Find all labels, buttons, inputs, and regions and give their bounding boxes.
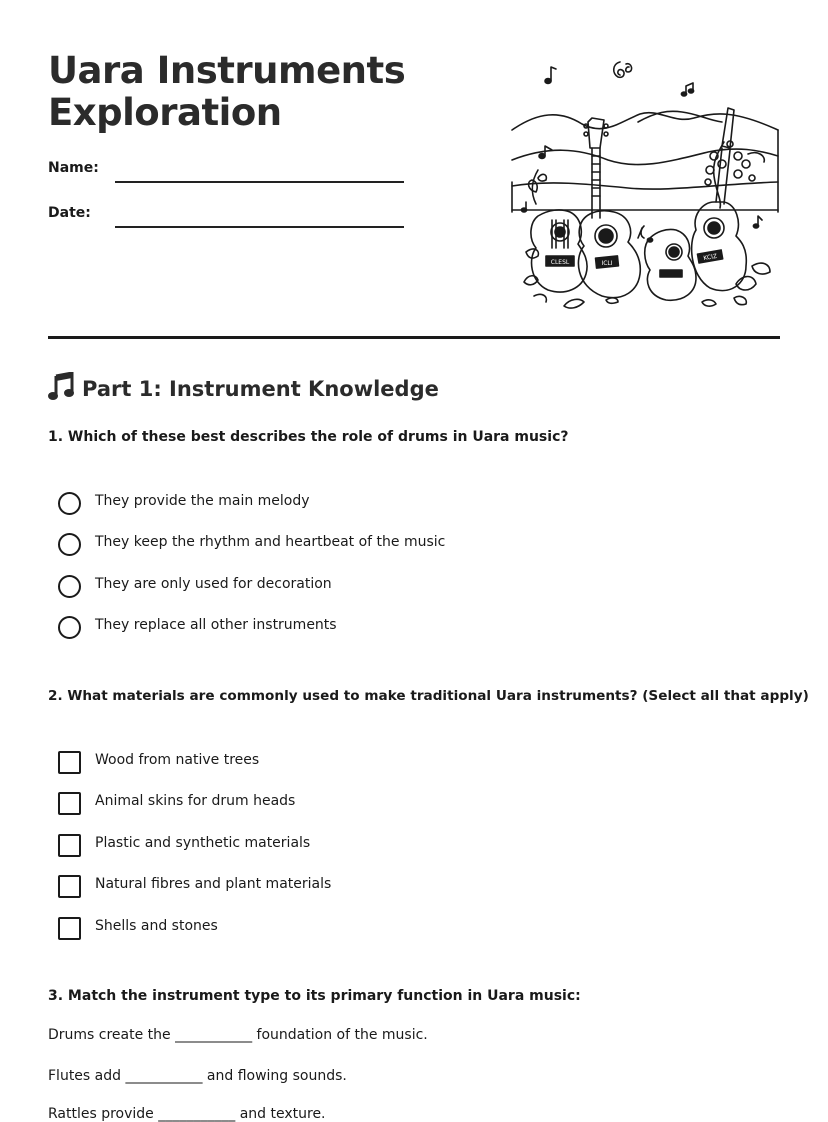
date-field[interactable] (48, 205, 408, 229)
q3-fill-blank[interactable]: Drums create the ___________ foundation of the music. (48, 1027, 428, 1043)
q1-option[interactable] (58, 575, 778, 599)
q2-checkbox-2[interactable] (58, 792, 81, 815)
q2-option-label: Shells and stones (95, 918, 218, 934)
page-title (48, 50, 468, 134)
name-input-line[interactable] (115, 181, 404, 183)
q1-option-label: They are only used for decoration (95, 576, 332, 592)
q3-fill-blank[interactable]: Rattles provide ___________ and texture. (48, 1106, 326, 1122)
date-label: Date: (48, 205, 91, 221)
guitar-left-icon (531, 210, 587, 292)
name-field[interactable] (48, 160, 408, 184)
q2-checkbox-4[interactable] (58, 875, 81, 898)
question-1: 1. Which of these best describes the role of drums in Uara music? (48, 429, 569, 445)
title-line-2: Exploration (48, 91, 282, 134)
q2-option-label: Animal skins for drum heads (95, 793, 296, 809)
q2-option-label: Natural fibres and plant materials (95, 876, 332, 892)
floating-note-icon (545, 67, 556, 83)
q2-checkbox-5[interactable] (58, 917, 81, 940)
illustration-label-3: KCIZ (702, 252, 718, 263)
q1-radio-1[interactable] (58, 492, 81, 515)
part1-title: Part 1: Instrument Knowledge (82, 377, 439, 401)
flower-vine-right-icon (647, 141, 764, 242)
instruments-illustration (508, 52, 782, 316)
q1-option[interactable] (58, 533, 778, 557)
name-label: Name: (48, 160, 99, 176)
music-note-icon (48, 372, 74, 402)
ukulele-icon (638, 226, 696, 300)
q1-radio-4[interactable] (58, 616, 81, 639)
q1-option-label: They replace all other instruments (95, 617, 337, 633)
header-divider (48, 336, 780, 339)
q2-option-label: Plastic and synthetic materials (95, 835, 311, 851)
date-input-line[interactable] (115, 226, 404, 228)
q1-option[interactable] (58, 492, 778, 516)
part1-heading (48, 372, 439, 406)
q2-option[interactable] (58, 751, 778, 775)
question-2: 2. What materials are commonly used to make traditional Uara instruments? (Select all that apply) (48, 688, 809, 704)
q2-option[interactable] (58, 917, 778, 941)
illustration-label-2: ICLI (601, 260, 613, 267)
q1-option-label: They provide the main melody (95, 493, 310, 509)
q2-option[interactable] (58, 875, 778, 899)
q1-radio-2[interactable] (58, 533, 81, 556)
q3-fill-blank[interactable]: Flutes add ___________ and flowing sounds. (48, 1068, 347, 1084)
q2-option-label: Wood from native trees (95, 752, 260, 768)
guitar-center-icon (578, 118, 640, 298)
q1-option[interactable] (58, 616, 778, 640)
treble-clef-icon (614, 62, 632, 77)
q2-checkbox-1[interactable] (58, 751, 81, 774)
q1-radio-3[interactable] (58, 575, 81, 598)
illustration-label-1: CLESL (550, 259, 570, 266)
beamed-note-icon (681, 83, 693, 96)
q2-option[interactable] (58, 834, 778, 858)
question-3: 3. Match the instrument type to its primary function in Uara music: (48, 988, 581, 1004)
q2-checkbox-3[interactable] (58, 834, 81, 857)
q2-option[interactable] (58, 792, 778, 816)
q1-option-label: They keep the rhythm and heartbeat of the music (95, 534, 446, 550)
title-line-1: Uara Instruments (48, 49, 406, 92)
